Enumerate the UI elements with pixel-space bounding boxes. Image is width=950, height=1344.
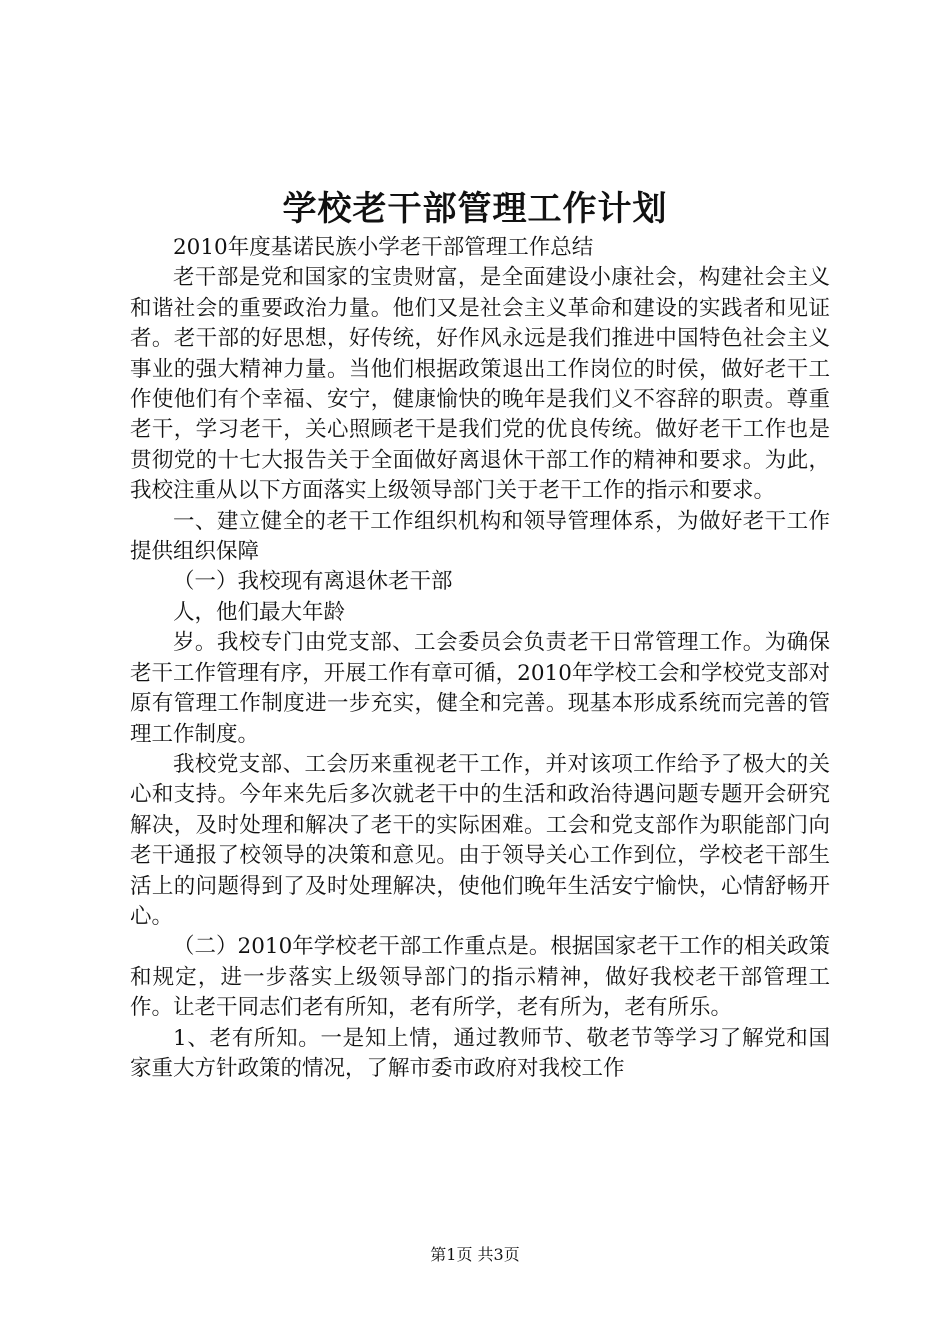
section-heading: 一、建立健全的老干工作组织机构和领导管理体系，为做好老干工作提供组织保障: [130, 508, 830, 565]
paragraph: 1、老有所知。一是知上情，通过教师节、敬老节等学习了解党和国家重大方针政策的情况，了解市委市政府对我校工作: [130, 1025, 830, 1081]
page-number-footer: 第1页 共3页: [430, 1245, 520, 1264]
document-body: [130, 233, 830, 1084]
paragraph: （二）2010年学校老干部工作重点是。根据国家老干工作的相关政策和规定，进一步落实上级领导部门的指示精神，做好我校老干部管理工作。让老干同志们老有所知，老有所学，老有所为，老有所乐。: [130, 934, 830, 1021]
document-title: 学校老干部管理工作计划: [282, 189, 668, 229]
paragraph: 我校党支部、工会历来重视老干工作，并对该项工作给予了极大的关心和支持。今年来先后多次就老干中的生活和政治待遇问题专题开会研究解决，及时处理和解决了老干的实际困难。工会和党支部作为职能部门向老干通报了校领导的决策和意见。由于领导关心工作到位，学校老干部生活上的问题得到了及时处理解决，使他们晚年生活安宁愉快，心情舒畅开心。: [130, 751, 830, 929]
paragraph: 老干部是党和国家的宝贵财富，是全面建设小康社会，构建社会主义和谐社会的重要政治力量。他们又是社会主义革命和建设的实践者和见证者。老干部的好思想，好传统，好作风永远是我们推进中国特色社会主义事业的强大精神力量。当他们根据政策退出工作岗位的时侯，做好老干工作使他们有个幸福、安宁，健康愉快的晚年是我们义不容辞的职责。尊重老干，学习老干，关心照顾老干是我们党的优良传统。做好老干工作也是贯彻党的十七大报告关于全面做好离退休干部工作的精神和要求。为此，我校注重从以下方面落实上级领导部门关于老干工作的指示和要求。: [130, 265, 830, 504]
paragraph: 岁。我校专门由党支部、工会委员会负责老干日常管理工作。为确保老干工作管理有序，开展工作有章可循，2010年学校工会和学校党支部对原有管理工作制度进一步充实，健全和完善。现基本形成系统而完善的管理工作制度。: [130, 630, 830, 747]
paragraph: 人，他们最大年龄: [173, 599, 346, 625]
subsection-heading: （一）我校现有离退休老干部: [173, 569, 453, 595]
paragraph-subtitle: 2010年度基诺民族小学老干部管理工作总结: [173, 235, 594, 260]
